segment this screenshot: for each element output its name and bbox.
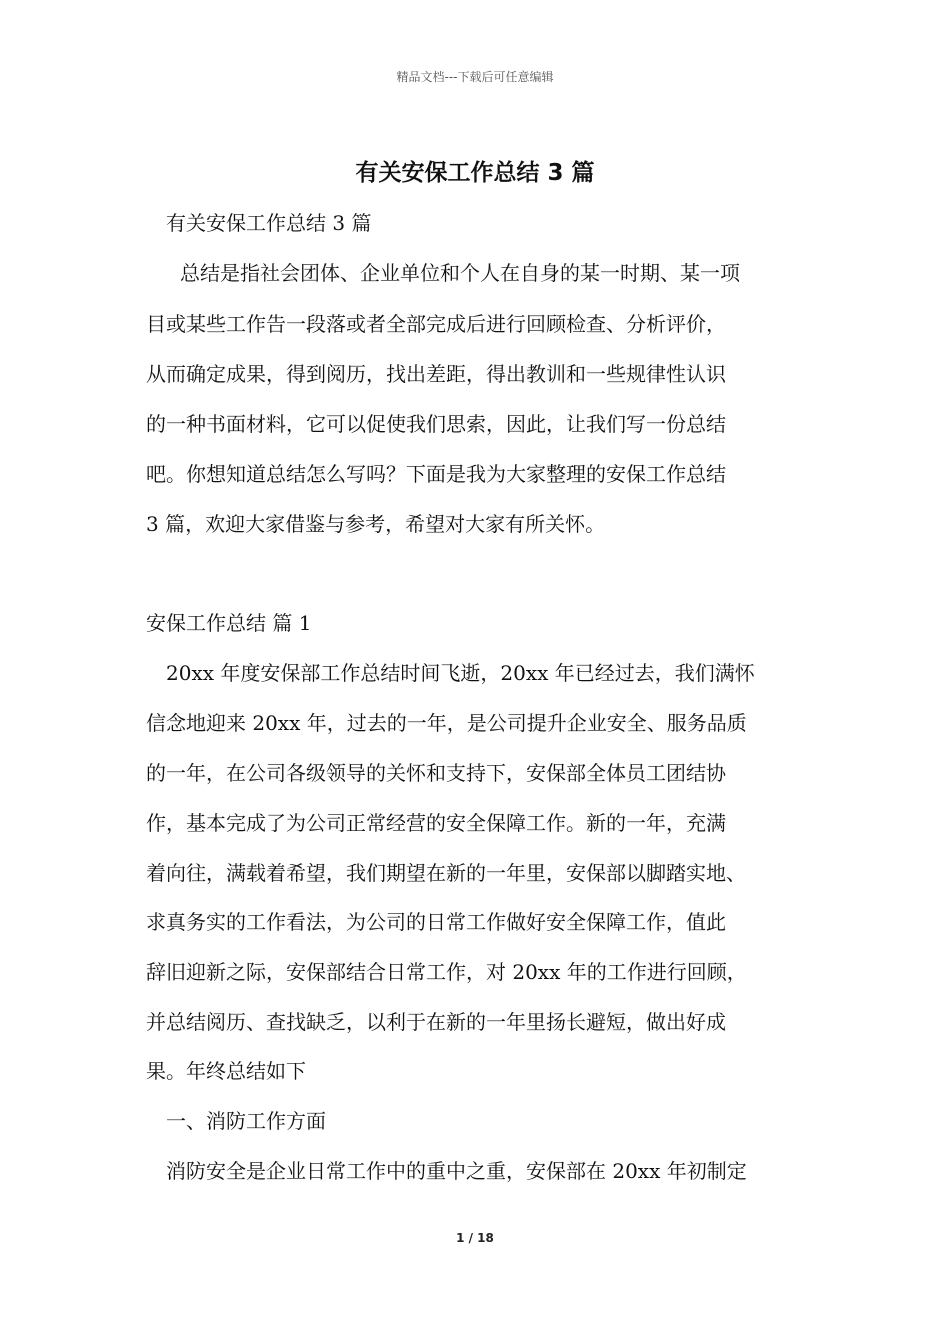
intro-line-5: 吧。你想知道总结怎么写吗？下面是我为大家整理的安保工作总结: [146, 462, 726, 486]
intro-line-6: 3 篇，欢迎大家借鉴与参考，希望对大家有所关怀。: [146, 512, 606, 536]
section-heading: 安保工作总结 篇 1: [146, 611, 312, 635]
page-header: 精品文档---下载后可任意编辑: [396, 70, 554, 84]
document-title: 有关安保工作总结 3 篇: [355, 160, 595, 186]
intro-line-4: 的一种书面材料，它可以促使我们思索，因此，让我们写一份总结: [146, 412, 726, 436]
document-subtitle: 有关安保工作总结 3 篇: [166, 211, 372, 235]
fire-safety-line-1: 消防安全是企业日常工作中的重中之重，安保部在 20xx 年初制定: [166, 1159, 747, 1183]
section-line-1: 20xx 年度安保部工作总结时间飞逝，20xx 年已经过去，我们满怀: [166, 661, 755, 685]
section-line-7: 辞旧迎新之际，安保部结合日常工作，对 20xx 年的工作进行回顾，: [146, 960, 747, 984]
section-line-3: 的一年，在公司各级领导的关怀和支持下，安保部全体员工团结协: [146, 761, 726, 785]
section-line-9: 果。年终总结如下: [146, 1059, 306, 1083]
intro-line-1: 总结是指社会团体、企业单位和个人在自身的某一时期、某一项: [180, 261, 740, 285]
section-line-4: 作，基本完成了为公司正常经营的安全保障工作。新的一年，充满: [146, 811, 726, 835]
section-line-5: 着向往，满载着希望，我们期望在新的一年里，安保部以脚踏实地、: [146, 861, 746, 885]
intro-line-2: 目或某些工作告一段落或者全部完成后进行回顾检查、分析评价，: [146, 312, 726, 336]
fire-safety-heading: 一、消防工作方面: [166, 1109, 326, 1133]
section-line-2: 信念地迎来 20xx 年，过去的一年，是公司提升企业安全、服务品质: [146, 711, 747, 735]
page-number: 1 / 18: [456, 1231, 494, 1245]
section-line-6: 求真务实的工作看法，为公司的日常工作做好安全保障工作，值此: [146, 910, 726, 934]
section-line-8: 并总结阅历、查找缺乏，以利于在新的一年里扬长避短，做出好成: [146, 1010, 726, 1034]
intro-line-3: 从而确定成果，得到阅历，找出差距，得出教训和一些规律性认识: [146, 362, 726, 386]
